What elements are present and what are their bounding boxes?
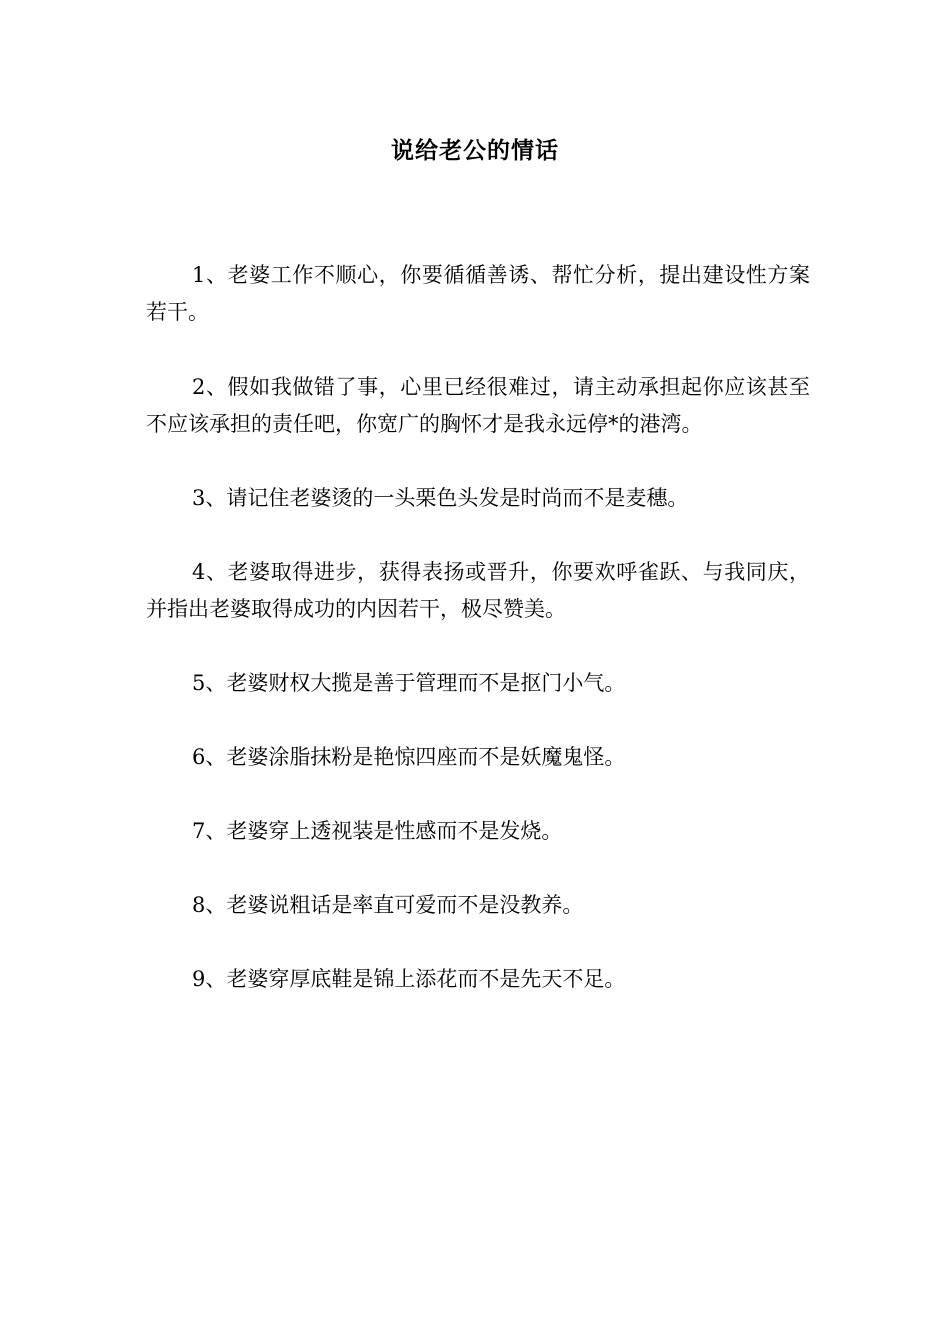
document-title: 说给老公的情话: [391, 138, 559, 164]
paragraph-3: 3、请记住老婆烫的一头栗色头发是时尚而不是麦穗。: [192, 486, 689, 510]
paragraph-1: 1、老婆工作不顺心，你要循循善诱、帮忙分析，提出建设性方案若干。: [146, 263, 810, 324]
paragraph-9: 9、老婆穿厚底鞋是锦上添花而不是先天不足。: [192, 967, 626, 991]
paragraph-7: 7、老婆穿上透视装是性感而不是发烧。: [192, 819, 563, 843]
document-body: [146, 257, 810, 998]
paragraph-6: 6、老婆涂脂抹粉是艳惊四座而不是妖魔鬼怪。: [192, 745, 626, 769]
paragraph-5: 5、老婆财权大揽是善于管理而不是抠门小气。: [192, 671, 626, 695]
paragraph-8: 8、老婆说粗话是率直可爱而不是没教养。: [192, 893, 584, 917]
paragraph-2: 2、假如我做错了事，心里已经很难过，请主动承担起你应该甚至不应该承担的责任吧，你宽广的胸怀才是我永远停*的港湾。: [146, 375, 810, 436]
paragraph-4: 4、老婆取得进步，获得表扬或晋升，你要欢呼雀跃、与我同庆，并指出老婆取得成功的内因若干，极尽赞美。: [146, 560, 810, 621]
